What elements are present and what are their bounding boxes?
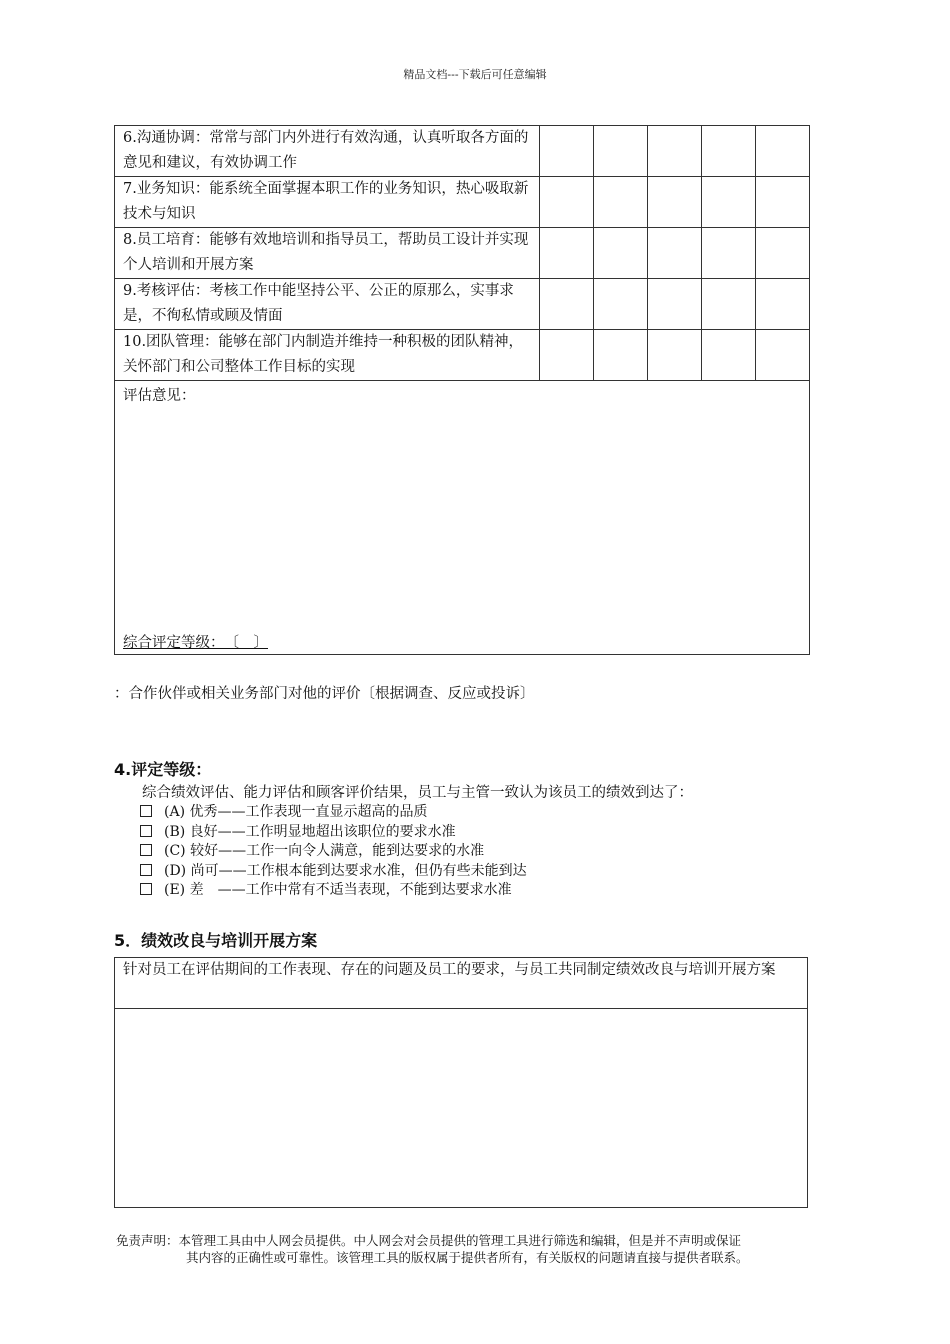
- grade-options-list: [140, 803, 527, 901]
- opinion-label: 评估意见：: [123, 388, 196, 404]
- score-cell[interactable]: [756, 279, 810, 330]
- checkbox-icon[interactable]: [140, 864, 152, 876]
- score-cell[interactable]: [594, 228, 648, 279]
- table-row: [115, 177, 810, 228]
- score-cell[interactable]: [594, 177, 648, 228]
- table-row: [115, 279, 810, 330]
- criteria-cell: 10.团队管理：能够在部门内制造并维持一种积极的团队精神，关怀部门和公司整体工作目标的实现: [115, 330, 540, 381]
- grade-option-d[interactable]: [140, 862, 527, 882]
- score-cell[interactable]: [594, 126, 648, 177]
- score-cell[interactable]: [756, 177, 810, 228]
- page-header: 精品文档---下载后可任意编辑: [403, 68, 547, 81]
- table-row: [115, 126, 810, 177]
- score-cell[interactable]: [756, 126, 810, 177]
- checkbox-icon[interactable]: [140, 844, 152, 856]
- table-row: [115, 228, 810, 279]
- score-cell[interactable]: [594, 330, 648, 381]
- section-5-title: 5．绩效改良与培训开展方案: [114, 931, 318, 950]
- grade-option-a[interactable]: [140, 803, 527, 823]
- disclaimer-line-1: 免责声明：本管理工具由中人网会员提供。中人网会对会员提供的管理工具进行筛选和编辑，但是并不声明或保证: [116, 1233, 742, 1248]
- table-row: [115, 958, 808, 1009]
- improvement-plan-table: [114, 957, 808, 1208]
- grade-option-c[interactable]: [140, 842, 527, 862]
- score-cell[interactable]: [648, 177, 702, 228]
- checkbox-icon[interactable]: [140, 883, 152, 895]
- disclaimer: [116, 1232, 836, 1266]
- score-cell[interactable]: [540, 330, 594, 381]
- score-cell[interactable]: [594, 279, 648, 330]
- option-label: (C) 较好——工作一向令人满意，能到达要求的水准: [164, 843, 485, 859]
- evaluation-table: [114, 125, 810, 655]
- checkbox-icon[interactable]: [140, 825, 152, 837]
- option-label: (E) 差 ——工作中常有不适当表现，不能到达要求水准: [164, 882, 512, 898]
- opinion-row: [115, 381, 810, 655]
- criteria-cell: 9.考核评估：考核工作中能坚持公平、公正的原那么，实事求是，不徇私情或顾及情面: [115, 279, 540, 330]
- disclaimer-line-2: 其内容的正确性或可靠性。该管理工具的版权属于提供者所有，有关版权的问题请直接与提供者联系。: [186, 1250, 749, 1265]
- score-cell[interactable]: [756, 228, 810, 279]
- option-label: (B) 良好——工作明显地超出该职位的要求水准: [164, 823, 456, 840]
- plan-instruction-cell: 针对员工在评估期间的工作表现、存在的问题及员工的要求，与员工共同制定绩效改良与培训开展方案: [115, 958, 808, 1009]
- criteria-cell: 6.沟通协调：常常与部门内外进行有效沟通，认真听取各方面的意见和建议，有效协调工作: [115, 126, 540, 177]
- score-cell[interactable]: [648, 126, 702, 177]
- opinion-field[interactable]: [115, 381, 810, 655]
- section-4-intro: 综合绩效评估、能力评估和顾客评价结果，员工与主管一致认为该员工的绩效到达了：: [142, 785, 693, 801]
- score-cell[interactable]: [540, 279, 594, 330]
- score-cell[interactable]: [702, 177, 756, 228]
- partner-evaluation-text: ：合作伙伴或相关业务部门对他的评价〔根据调查、反应或投诉〕: [114, 686, 535, 702]
- option-label: (D) 尚可——工作根本能到达要求水准，但仍有些未能到达: [164, 862, 527, 879]
- table-row: [115, 330, 810, 381]
- score-cell[interactable]: [648, 228, 702, 279]
- score-cell[interactable]: [702, 126, 756, 177]
- score-cell[interactable]: [648, 279, 702, 330]
- overall-grade-label: 综合评定等级： 〔 〕: [123, 635, 268, 651]
- criteria-cell: 8.员工培育：能够有效地培训和指导员工，帮助员工设计并实现个人培训和开展方案: [115, 228, 540, 279]
- grade-option-b[interactable]: [140, 823, 527, 843]
- score-cell[interactable]: [540, 177, 594, 228]
- option-label: (A) 优秀——工作表现一直显示超高的品质: [164, 804, 428, 820]
- score-cell[interactable]: [540, 228, 594, 279]
- table-row: [115, 1009, 808, 1208]
- score-cell[interactable]: [702, 330, 756, 381]
- score-cell[interactable]: [648, 330, 702, 381]
- score-cell[interactable]: [540, 126, 594, 177]
- checkbox-icon[interactable]: [140, 805, 152, 817]
- grade-option-e[interactable]: [140, 881, 527, 901]
- score-cell[interactable]: [702, 228, 756, 279]
- score-cell[interactable]: [756, 330, 810, 381]
- criteria-cell: 7.业务知识：能系统全面掌握本职工作的业务知识，热心吸取新技术与知识: [115, 177, 540, 228]
- plan-input-area[interactable]: [115, 1009, 808, 1208]
- score-cell[interactable]: [702, 279, 756, 330]
- section-4-title: 4.评定等级：: [114, 760, 212, 779]
